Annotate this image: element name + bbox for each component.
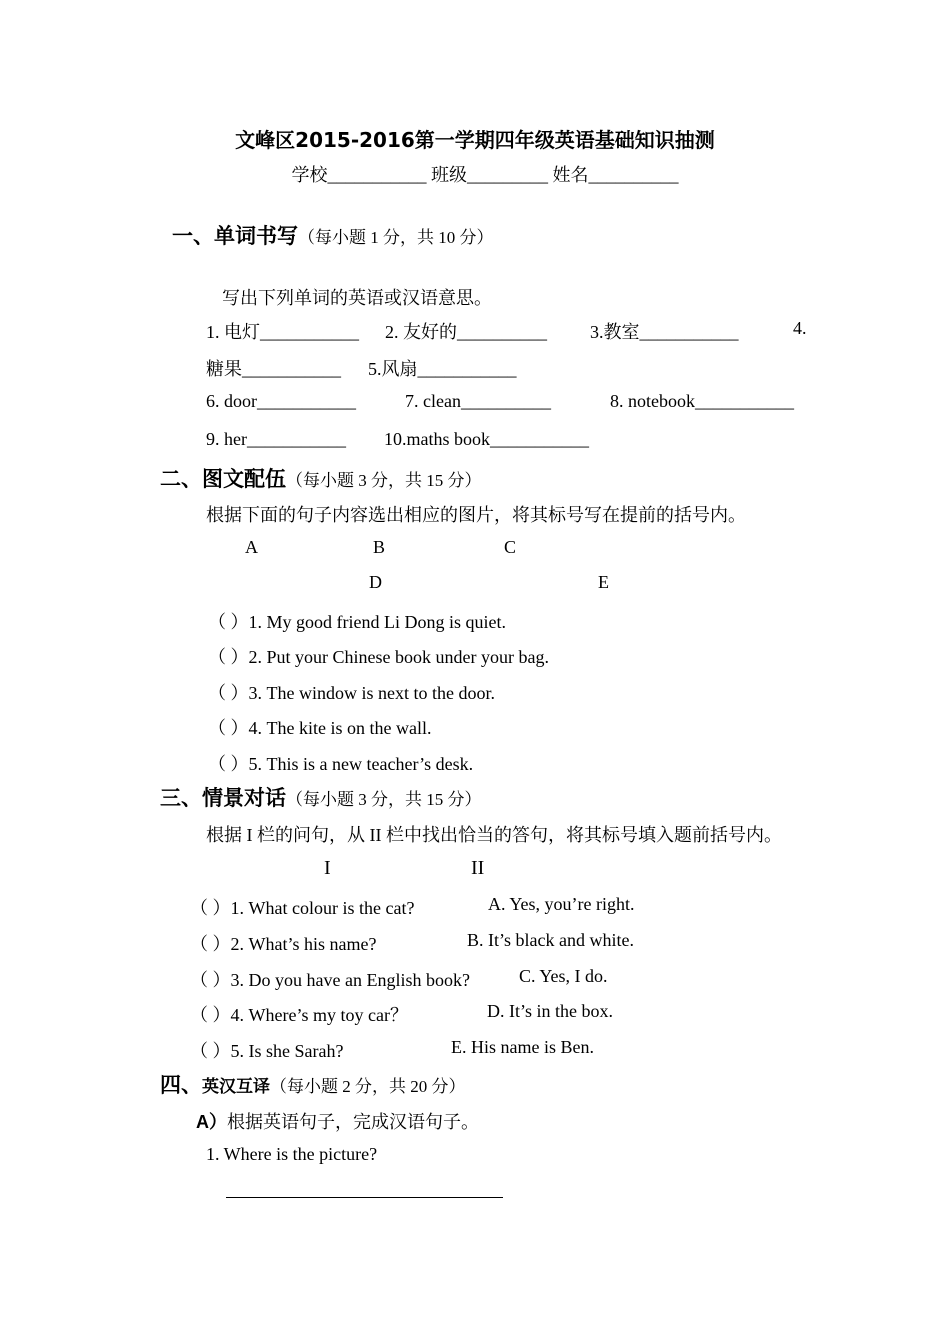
section-3-note: （每小题 3 分，共 15 分） <box>286 790 482 809</box>
s1-item-2: 2. 友好的__________ <box>385 322 547 342</box>
s1-item-8: 8. notebook___________ <box>610 391 794 411</box>
section-3-instruction: 根据 I 栏的问句，从 II 栏中找出恰当的答句，将其标号填入题前括号内。 <box>206 825 782 845</box>
s1-item-5: 5.风扇___________ <box>368 359 517 379</box>
s3-answer-c: C. Yes, I do. <box>519 966 608 986</box>
section-3-title: 三、情景对话 <box>160 786 286 810</box>
section-2-title: 二、图文配伍 <box>160 467 286 491</box>
s3-question-2: （ ）2. What’s his name? <box>190 934 377 954</box>
section-2-note: （每小题 3 分，共 15 分） <box>286 471 482 490</box>
s3-question-1: （ ）1. What colour is the cat? <box>190 898 415 918</box>
picture-label-e: E <box>598 572 609 592</box>
s4-question-1: 1. Where is the picture? <box>206 1144 378 1164</box>
s2-item-1: （ ）1. My good friend Li Dong is quiet. <box>208 612 506 632</box>
column-i-label: I <box>324 857 331 879</box>
s3-answer-e: E. His name is Ben. <box>451 1037 594 1057</box>
part-a-text: 根据英语句子，完成汉语句子。 <box>227 1112 479 1132</box>
picture-label-b: B <box>373 537 386 557</box>
section-1-instruction: 写出下列单词的英语或汉语意思。 <box>222 288 492 308</box>
part-a-label: A） <box>196 1112 227 1132</box>
section-4-heading <box>160 1069 466 1099</box>
s1-item-7: 7. clean__________ <box>405 391 551 411</box>
picture-label-c: C <box>504 537 517 557</box>
section-1-note: （每小题 1 分，共 10 分） <box>298 228 494 247</box>
section-2-heading <box>160 463 482 493</box>
s1-item-9: 9. her___________ <box>206 429 346 449</box>
part-a-instruction <box>196 1108 479 1134</box>
section-4-note: （每小题 2 分，共 20 分） <box>270 1077 466 1096</box>
s3-answer-d: D. It’s in the box. <box>487 1001 613 1021</box>
picture-label-d: D <box>369 572 382 592</box>
s1-item-6: 6. door___________ <box>206 391 356 411</box>
page-title: 文峰区2015-2016第一学期四年级英语基础知识抽测 <box>235 128 715 152</box>
picture-label-a: A <box>245 537 258 557</box>
section-4-title: 英汉互译 <box>202 1077 270 1097</box>
s2-item-5: （ ）5. This is a new teacher’s desk. <box>208 754 474 774</box>
section-4-number: 四、 <box>160 1073 202 1097</box>
column-ii-label: II <box>471 857 485 879</box>
section-2-instruction: 根据下面的句子内容选出相应的图片，将其标号写在提前的括号内。 <box>206 505 746 525</box>
section-1-title: 一、单词书写 <box>172 224 298 248</box>
s3-question-3: （ ）3. Do you have an English book? <box>190 970 470 990</box>
section-3-heading <box>160 782 482 812</box>
answer-line <box>226 1197 503 1198</box>
section-1-heading <box>172 220 494 250</box>
s3-question-4: （ ）4. Where’s my toy car？ <box>190 1005 408 1025</box>
s1-item-3: 3.教室___________ <box>590 322 739 342</box>
s1-item-1: 1. 电灯___________ <box>206 322 359 342</box>
s2-item-4: （ ）4. The kite is on the wall. <box>208 718 432 738</box>
s3-question-5: （ ）5. Is she Sarah? <box>190 1041 344 1061</box>
s2-item-2: （ ）2. Put your Chinese book under your bag. <box>208 647 549 667</box>
s3-answer-a: A. Yes, you’re right. <box>488 894 635 914</box>
s1-item-10: 10.maths book___________ <box>384 429 589 449</box>
s1-item-4: 糖果___________ <box>206 359 341 379</box>
student-info-line: 学校___________ 班级_________ 姓名__________ <box>291 165 679 185</box>
s3-answer-b: B. It’s black and white. <box>467 930 634 950</box>
s1-item-4-number: 4. <box>793 318 807 338</box>
s2-item-3: （ ）3. The window is next to the door. <box>208 683 495 703</box>
